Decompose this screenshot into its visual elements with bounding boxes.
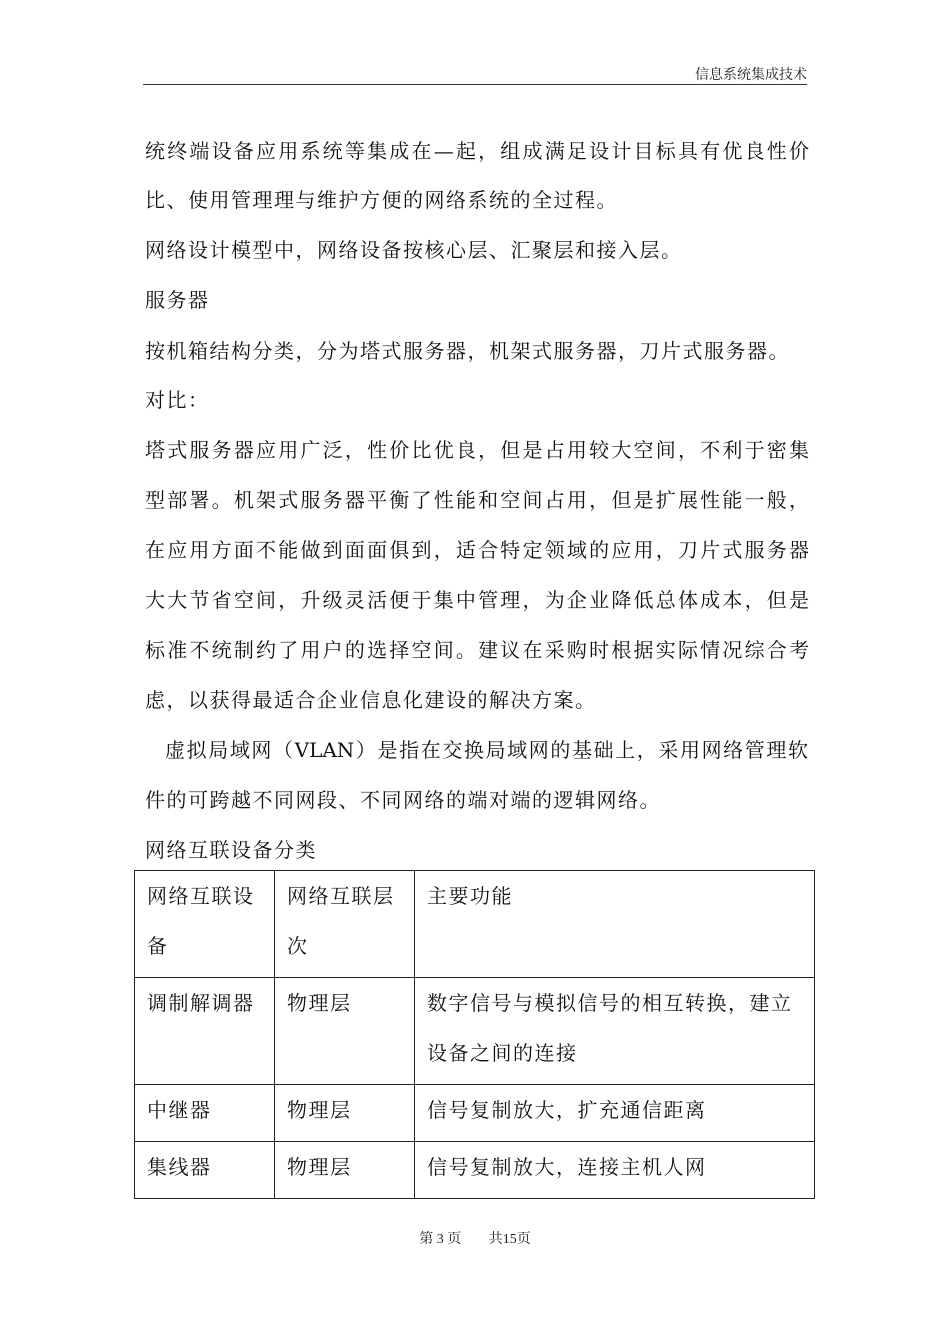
table-cell: 物理层 (275, 1085, 415, 1142)
paragraph-4: 按机箱结构分类，分为塔式服务器，机架式服务器，刀片式服务器。 (145, 339, 790, 363)
paragraph-5: 对比： (145, 388, 210, 412)
page-footer (0, 1228, 950, 1248)
table-header-row (135, 871, 815, 978)
table-header-cell: 主要功能 (415, 871, 815, 978)
table-cell: 调制解调器 (135, 978, 275, 1085)
paragraph-7-line-2: 件的可跨越不同网段、不同网络的端对端的逻辑网络。 (145, 788, 661, 812)
header-divider (143, 84, 807, 85)
paragraph-6-line-3: 在应用方面不能做到面面俱到，适合特定领域的应用，刀片式服务器 (145, 538, 809, 562)
table-cell: 中继器 (135, 1085, 275, 1142)
table-caption: 网络互联设备分类 (145, 838, 317, 862)
paragraph-6-line-5: 标准不统制约了用户的选择空间。建议在采购时根据实际情况综合考 (145, 638, 809, 662)
paragraph-2: 网络设计模型中，网络设备按核心层、汇聚层和接入层。 (145, 238, 683, 262)
paragraph-1-line-1: 统终端设备应用系统等集成在—起，组成满足设计目标具有优良性价 (145, 139, 809, 163)
page-total: 共15页 (488, 1232, 531, 1247)
table-cell: 数字信号与模拟信号的相互转换，建立设备之间的连接 (415, 978, 815, 1085)
table-cell: 信号复制放大，扩充通信距离 (415, 1085, 815, 1142)
device-classification-table (134, 870, 815, 1199)
table-cell: 物理层 (275, 1142, 415, 1199)
paragraph-6-line-1: 塔式服务器应用广泛，性价比优良，但是占用较大空间，不利于密集 (145, 438, 809, 462)
table-header-cell: 网络互联层次 (275, 871, 415, 978)
paragraph-6-line-2: 型部署。机架式服务器平衡了性能和空间占用，但是扩展性能一般， (145, 488, 809, 512)
page-number: 第 3 页 (419, 1232, 462, 1247)
header-title: 信息系统集成技术 (695, 67, 807, 83)
paragraph-1-line-2: 比、使用管理理与维护方便的网络系统的全过程。 (145, 188, 618, 212)
section-heading-server: 服务器 (145, 288, 210, 312)
paragraph-6-line-4: 大大节省空间，升级灵活便于集中管理，为企业降低总体成本，但是 (145, 588, 809, 612)
table-cell: 集线器 (135, 1142, 275, 1199)
paragraph-6-line-6: 虑，以获得最适合企业信息化建设的解决方案。 (145, 688, 597, 712)
table-cell: 信号复制放大，连接主机人网 (415, 1142, 815, 1199)
paragraph-7-line-1: 虚拟局域网（VLAN）是指在交换局域网的基础上，采用网络管理软 (165, 738, 808, 762)
table-cell: 物理层 (275, 978, 415, 1085)
table-row (135, 1142, 815, 1199)
table-row (135, 978, 815, 1085)
table-row (135, 1085, 815, 1142)
table-header-cell: 网络互联设备 (135, 871, 275, 978)
